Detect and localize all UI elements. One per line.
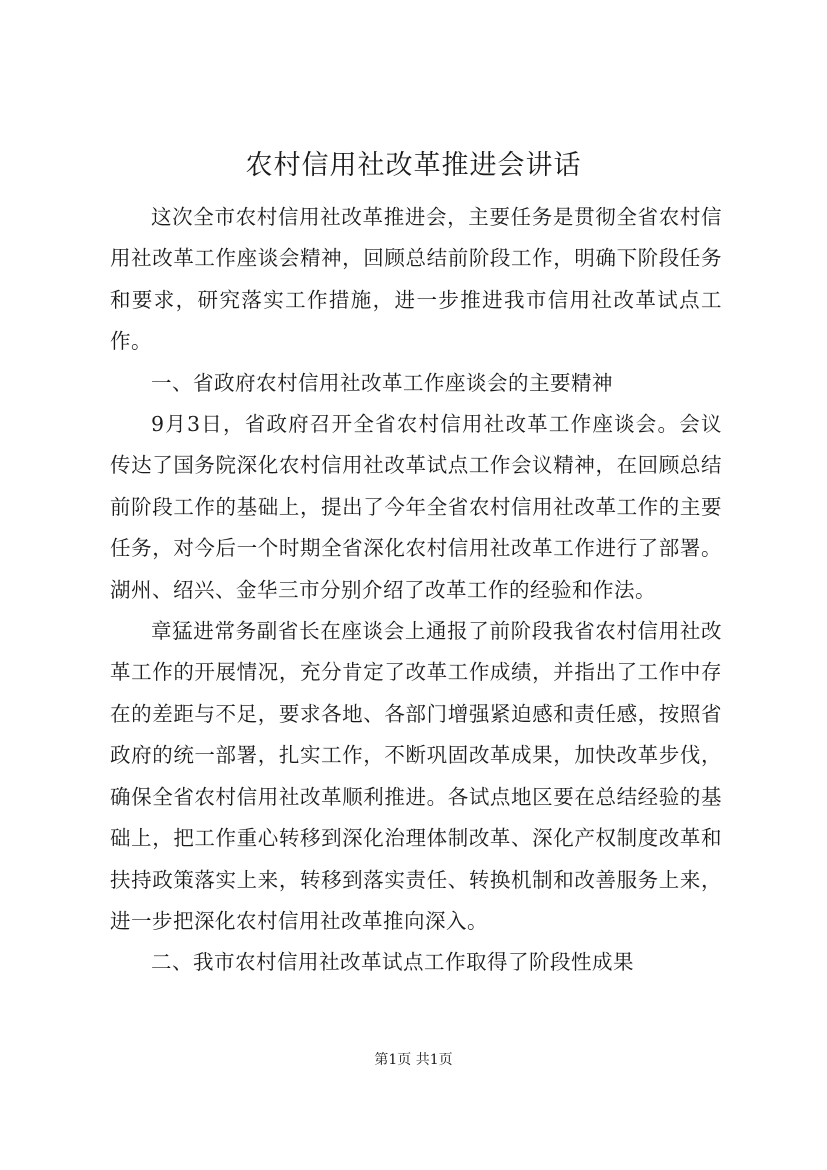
document-title: 农村信用社改革推进会讲话 bbox=[245, 150, 582, 181]
section-heading-2: 二、我市农村信用社改革试点工作取得了阶段性成果 bbox=[151, 950, 634, 975]
paragraph-vice-governor: 章猛进常务副省长在座谈会上通报了前阶段我省农村信用社改革工作的开展情况，充分肯定了改革工作成绩，并指出了工作中存在的差距与不足，要求各地、各部门增强紧迫感和责任感，按照省政府的统一部署，扎实工作，不断巩固改革成果，加快改革步伐，确保全省农村信用社改革顺利推进。各试点地区要在总结经验的基础上，把工作重心转移到深化治理体制改革、深化产权制度改革和扶持政策落实上来，转移到落实责任、转换机制和改善服务上来，进一步把深化农村信用社改革推向深入。 bbox=[110, 619, 722, 933]
document-body bbox=[110, 197, 722, 984]
paragraph-intro: 这次全市农村信用社改革推进会，主要任务是贯彻全省农村信用社改革工作座谈会精神，回顾总结前阶段工作，明确下阶段任务和要求，研究落实工作措施，进一步推进我市信用社改革试点工作。 bbox=[110, 205, 722, 354]
page-footer: 第1页 共1页 bbox=[374, 1052, 453, 1068]
paragraph-meeting: 9月3日，省政府召开全省农村信用社改革工作座谈会。会议传达了国务院深化农村信用社改革试点工作会议精神，在回顾总结前阶段工作的基础上，提出了今年全省农村信用社改革工作的主要任务，对今后一个时期全省深化农村信用社改革工作进行了部署。湖州、绍兴、金华三市分别介绍了改革工作的经验和作法。 bbox=[110, 412, 722, 602]
section-heading-1: 一、省政府农村信用社改革工作座谈会的主要精神 bbox=[151, 370, 613, 395]
